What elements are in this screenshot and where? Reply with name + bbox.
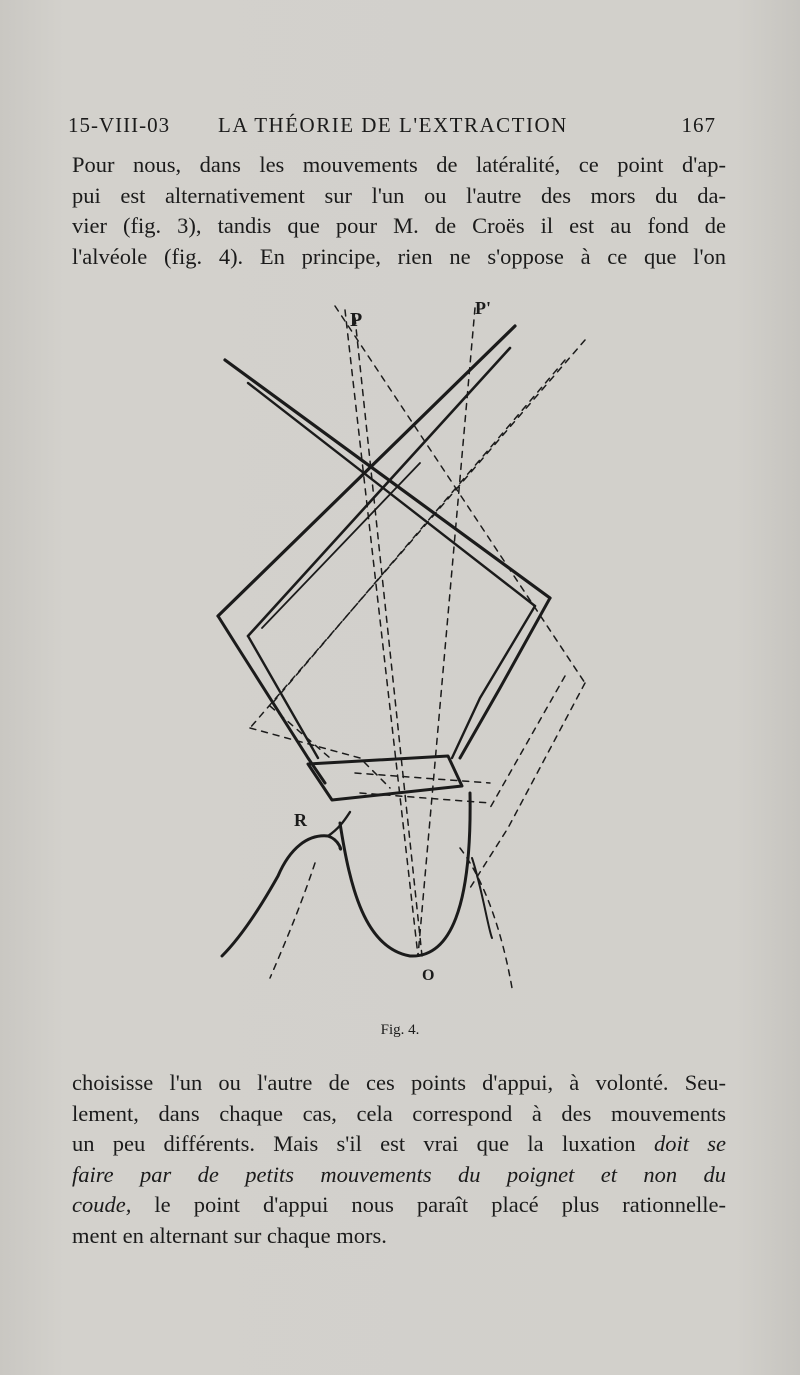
label-p: P (350, 309, 363, 331)
dashed-line-c (270, 360, 565, 706)
forceps-arm-left-inner (248, 348, 510, 636)
tooth-root (340, 793, 470, 956)
forceps-jaw-left-inner (248, 636, 318, 758)
dashed-crown (355, 773, 490, 783)
forceps-jaw-right-inner (452, 606, 535, 758)
text-line-last: ment en alternant sur chaque mors. (72, 1222, 387, 1248)
forceps-arm-left-3 (262, 463, 420, 628)
dashed-line-a (335, 306, 585, 683)
bone-contour-right (472, 858, 492, 938)
figure-caption: Fig. 4. (380, 1022, 420, 1038)
dashed-jaw-left (250, 728, 390, 788)
italic-span: faire par de petits mouvements du poignet et non du (72, 1161, 726, 1187)
bone-contour-left (222, 836, 341, 956)
dashed-axis-p (345, 310, 418, 956)
text-line: lement, dans chaque cas, cela correspond à des mouvements (72, 1100, 726, 1126)
dashed-axis-p-2 (355, 318, 422, 956)
text-line: pui est alternativement sur l'un ou l'autre des mors du da- (72, 182, 726, 208)
forceps-jaw-left (218, 616, 325, 783)
text-line: l'alvéole (fig. 4). En principe, rien ne s'oppose à ce que l'on (72, 243, 726, 269)
forceps-arm-right-inner (248, 383, 535, 606)
italic-span: doit se (653, 1131, 726, 1156)
text-line (72, 1190, 726, 1221)
header-title: LA THÉORIE DE L'EXTRACTION (218, 113, 568, 137)
dashed-jaw-left-2 (270, 706, 330, 758)
italic-span: coude, (72, 1192, 132, 1217)
figure-4-diagram (190, 288, 610, 1008)
paragraph-bottom (72, 1068, 726, 1251)
label-o: O (422, 967, 435, 984)
running-header (68, 113, 716, 147)
tooth-crown (308, 756, 462, 800)
text-line (72, 1129, 726, 1160)
text-span: un peu différents. Mais s'il est vrai que la luxation (72, 1131, 636, 1156)
text-line: vier (fig. 3), tandis que pour M. de Croës il est au fond de (72, 213, 726, 238)
header-date: 15-VIII-03 (68, 113, 171, 137)
text-line: Pour nous, dans les mouvements de latéralité, ce point d'ap- (72, 152, 726, 177)
text-span: le point d'appui nous paraît placé plus rationnelle- (154, 1192, 726, 1217)
dashed-jaw-right-2 (490, 676, 565, 808)
text-line-italic (72, 1160, 726, 1191)
paragraph-top (72, 150, 726, 272)
forceps-jaw-right (460, 598, 550, 758)
dashed-axis-p-prime (418, 308, 475, 956)
label-p-prime: P' (475, 298, 491, 318)
label-r: R (294, 810, 307, 830)
text-line: choisisse l'un ou l'autre de ces points d'appui, à volonté. Seu- (72, 1070, 726, 1095)
page-number: 167 (681, 113, 716, 137)
dashed-jaw-right (470, 683, 585, 888)
